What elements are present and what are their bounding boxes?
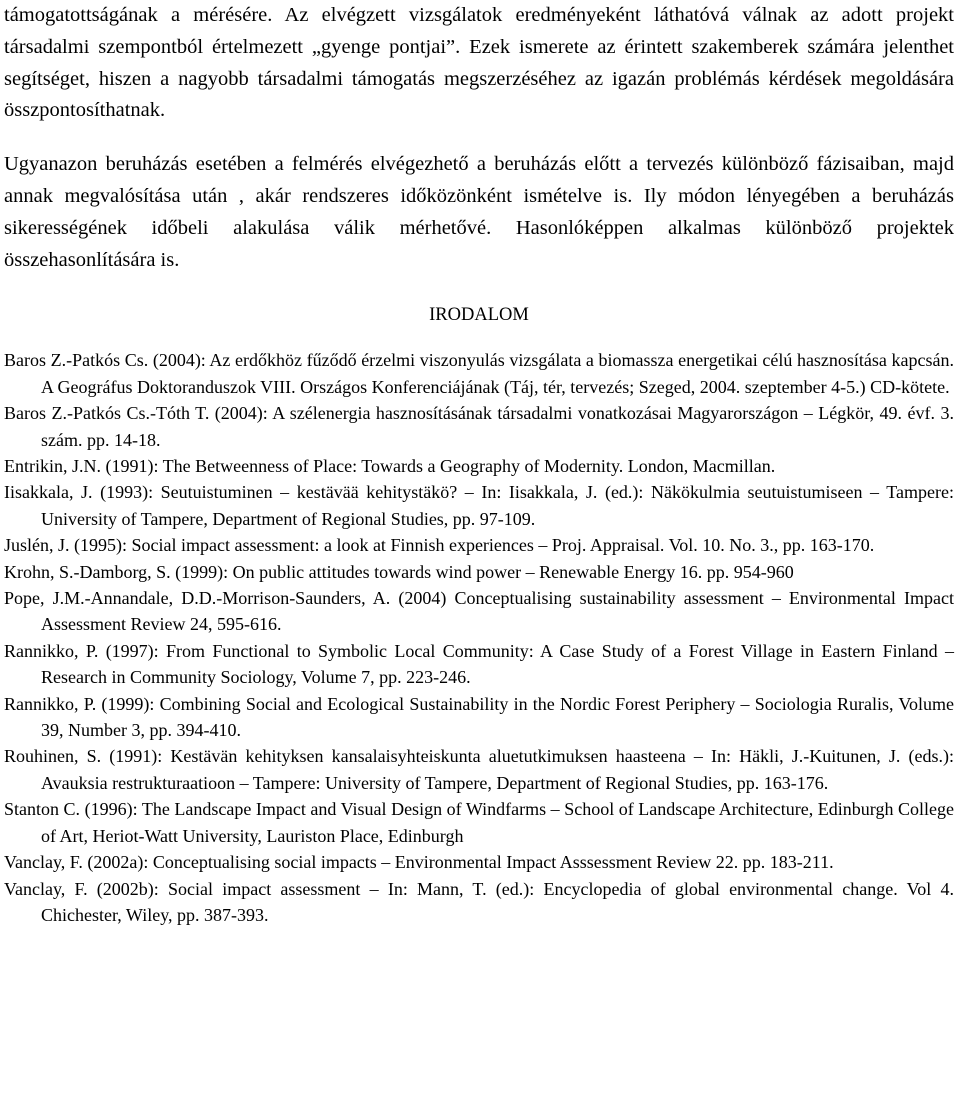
reference-item: Rannikko, P. (1999): Combining Social and Ecological Sustainability in the Nordic Forest Periphery – Sociologia Ruralis, Volume 39, Number 3, pp. 394-410. (4, 693, 954, 741)
reference-item: Rannikko, P. (1997): From Functional to Symbolic Local Community: A Case Study of a Forest Village in Eastern Finland – Research in Community Sociology, Volume 7, pp. 223-246. (4, 640, 954, 688)
reference-item: Entrikin, J.N. (1991): The Betweenness of Place: Towards a Geography of Modernity. London, Macmillan. (4, 456, 776, 476)
body-paragraph: Ugyanazon beruházás esetében a felmérés elvégezhető a beruházás előtt a tervezés különböző fázisaiban, majd annak megvalósítása után , akár rendszeres időközönként ismételve is. Ily módon lényegében a beruházás sikerességének időbeli alakulása válik mérhetővé. Hasonlóképpen alkalmas különböző projektek összehasonlítására is. (4, 153, 954, 271)
reference-item: Pope, J.M.-Annandale, D.D.-Morrison-Saunders, A. (2004) Conceptualising sustainability assessment – Environmental Impact Assessment Review 24, 595-616. (4, 588, 954, 635)
reference-item: Iisakkala, J. (1993): Seutuistuminen – kestävää kehitystäkö? – In: Iisakkala, J. (ed.): Näkökulmia seutuistumiseen – Tampere: University of Tampere, Department of Regional Studies, pp. 97-109. (4, 482, 954, 529)
reference-item: Baros Z.-Patkós Cs.-Tóth T. (2004): A szélenergia hasznosításának társadalmi vonatkozásai Magyarországon – Légkör, 49. évf. 3. szám. pp. 14-18. (4, 403, 954, 450)
reference-item: Vanclay, F. (2002b): Social impact assessment – In: Mann, T. (ed.): Encyclopedia of global environmental change. Vol 4. Chichester, Wiley, pp. 387-393. (4, 878, 954, 925)
reference-item: Stanton C. (1996): The Landscape Impact and Visual Design of Windfarms – School of Landscape Architecture, Edinburgh College of Art, Heriot-Watt University, Lauriston Place, Edinburgh (4, 799, 954, 846)
reference-item: Juslén, J. (1995): Social impact assessment: a look at Finnish experiences – Proj. Appraisal. Vol. 10. No. 3., pp. 163-170. (4, 535, 875, 556)
reference-item: Vanclay, F. (2002a): Conceptualising social impacts – Environmental Impact Asssessment Review 22. pp. 183-211. (4, 852, 834, 873)
reference-item: Krohn, S.-Damborg, S. (1999): On public attitudes towards wind power – Renewable Energy 16. pp. 954-960 (4, 561, 794, 582)
reference-list (4, 347, 954, 928)
body-paragraph: támogatottságának a mérésére. Az elvégzett vizsgálatok eredményeként láthatóvá válnak az adott projekt társadalmi szempontból értelmezett „gyenge pontjai”. Ezek ismerete az érintett szakemberek számára jelenthet segítséget, hiszen a nagyobb társadalmi támogatás megszerzéséhez az igazán problémás kérdések megoldására összpontosíthatnak. (4, 4, 954, 122)
references-heading: IRODALOM (429, 305, 529, 326)
reference-item: Baros Z.-Patkós Cs. (2004): Az erdőkhöz fűződő érzelmi viszonyulás vizsgálata a biomassza energetikai célú hasznosítása kapcsán. A Geográfus Doktoranduszok VIII. Országos Konferenciájának (Táj, tér, tervezés; Szeged, 2004. szeptember 4-5.) CD-kötete. (4, 350, 954, 397)
reference-item: Rouhinen, S. (1991): Kestävän kehityksen kansalaisyhteiskunta aluetutkimuksen haasteena – In: Häkli, J.-Kuitunen, J. (eds.): Avauksia restrukturaatioon – Tampere: University of Tampere, Department of Regional Studies, pp. 163-176. (4, 746, 954, 793)
